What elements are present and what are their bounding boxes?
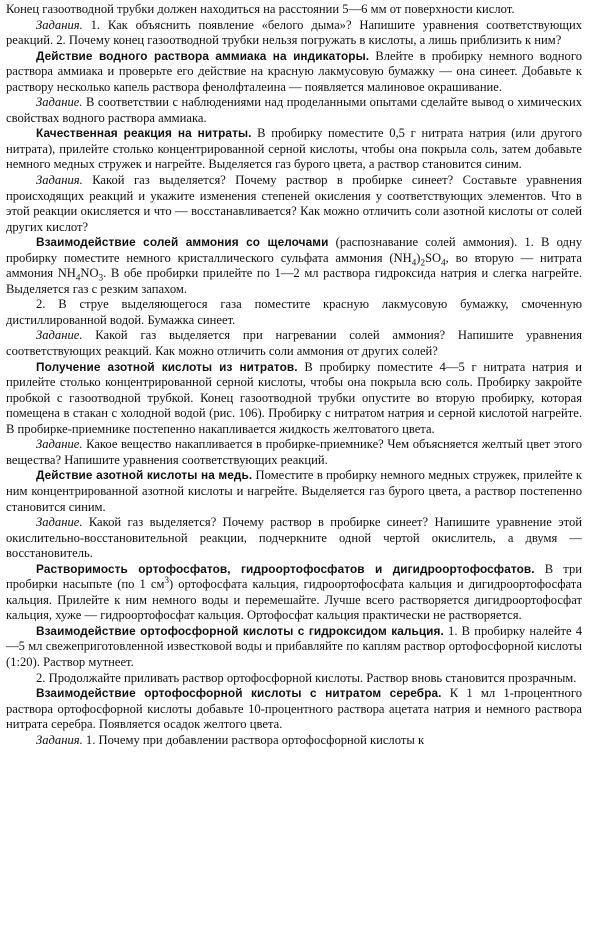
section-heading: Получение азотной кислоты из нитратов. — [36, 359, 298, 374]
paragraph-text: NO — [80, 266, 99, 281]
subscript: 4 — [411, 257, 417, 268]
paragraph-text: В пробирку поместите 0,5 г нитрата натрия (или другого нитрата), прилейте столько концентрированной серной кислоты, чтобы она покрыла соль, затем добавьте немного медных стружек и нагрейте. Выделяется газ бурого цвета, а раствор становится синим. — [6, 126, 582, 172]
paragraph-text: Поместите в пробирку немного медных стружек, прилейте к ним концентрированной азотной кислоты и нагрейте. Выделяется газ бурого цвета, а раствор постепенно становится синим. — [6, 468, 582, 514]
paragraph-nitrate-test — [6, 126, 582, 173]
paragraph-tasks-final — [6, 733, 582, 749]
paragraph-text: 1. Как объяснить появление «белого дыма»? Напишите уравнения соответствующих реакций. 2. Почему конец газоотводной трубки нельзя погружать в кислоты, а лишь приблизить к ним? — [6, 17, 582, 48]
paragraph-text: К 1 мл 1-процентного раствора ортофосфорной кислоты добавьте 10-процентного раствора ацетата натрия и немного раствора нитрата серебра. Появляется осадок желтого цвета. — [6, 686, 582, 732]
paragraph-text: (распознавание солей аммония). 1. В одну пробирку поместите немного кристаллического сульфата аммония (NH — [6, 235, 582, 265]
paragraph-phosphate-solubility — [6, 562, 582, 624]
subscript: 3 — [98, 272, 104, 283]
paragraph-nitric-acid-copper — [6, 468, 582, 515]
paragraph-text: В соответствии с наблюдениями над проделанными опытами сделайте вывод о химических свойствах водного раствора аммиака. — [6, 95, 582, 125]
task-label: Задание. — [36, 328, 83, 343]
paragraph-text: ) — [416, 250, 421, 265]
task-label: Задания. — [36, 732, 83, 747]
task-label: Задания. — [36, 173, 83, 188]
paragraph-litmus-step — [6, 297, 582, 328]
paragraph-text: В пробирку поместите 4—5 г нитрата натрия и прилейте столько концентрированной серной кислоты, чтобы она покрыла всю соль. Пробирку закройте пробкой с газоотводной трубкой. Конец газоотводной трубки опустите во вторую пробирку, которая помещена в стакан с холодной водой (рис. 106). Пробирку с нитратом натрия и серной кислотой нагрейте. В пробирке-приемнике постепенно накапливается жидкость желтоватого цвета. — [6, 359, 583, 436]
paragraph-text: Влейте в пробирку немного водного раствора аммиака и проверьте его действие на красную лакмусовую бумажку — она синеет. Добавьте к раствору несколько капель раствора фенолфталеина — появляется малиновое окрашивание. — [6, 48, 582, 94]
paragraph-text: Какой газ выделяется? Почему раствор в пробирке синеет? Напишите уравнение этой окислительно-восстановительной реакции, подчеркните одной чертой окислитель, а двумя — восстановитель. — [6, 515, 582, 561]
paragraph-text: 2. Продолжайте приливать раствор ортофосфорной кислоты. Раствор вновь становится прозрачным. — [36, 670, 577, 685]
section-heading: Действие азотной кислоты на медь. — [36, 468, 253, 483]
subscript: 4 — [75, 272, 81, 283]
paragraph-task-redox — [6, 515, 582, 562]
paragraph-phosphoric-acid-calcium-hydroxide — [6, 624, 582, 671]
paragraph-ammonium-alkali — [6, 235, 582, 297]
paragraph-text: 1. Почему при добавлении раствора ортофосфорной кислоты к — [82, 732, 425, 747]
subscript: 2 — [420, 257, 425, 268]
task-label: Задание. — [36, 95, 83, 110]
section-heading: Растворимость ортофосфатов, гидроортофосфатов и дигидроортофосфатов. — [36, 561, 535, 576]
section-heading: Взаимодействие солей аммония со щелочами — [36, 235, 329, 250]
task-label: Задания. — [36, 17, 83, 32]
paragraph-text: SO — [424, 250, 442, 265]
paragraph-text: Какой газ выделяется? Почему раствор в пробирке синеет? Составьте уравнения происходящих реакций и укажите изменения степеней окисления у соответствующих элементов. Что в этой реакции окисляется и что — восстанавливается? Как можно отличить соли азотной кислоты от солей других кислот? — [6, 173, 582, 234]
paragraph-task-receiver-liquid — [6, 437, 582, 468]
paragraph-tasks-nitrate-gas — [6, 173, 582, 235]
paragraph-tasks-white-smoke — [6, 18, 582, 49]
section-heading: Качественная реакция на нитраты. — [36, 126, 252, 141]
section-heading: Действие водного раствора аммиака на индикаторы. — [36, 48, 370, 63]
paragraph-text: 1. В пробирку налейте 4—5 мл свежеприготовленной известковой воды и прибавляйте по каплям раствор ортофосфорной кислоты (1:20). Раствор мутнеет. — [6, 623, 582, 669]
paragraph-ammonia-indicators — [6, 49, 582, 96]
paragraph-task-ammonium-gas — [6, 328, 582, 359]
section-heading: Взаимодействие ортофосфорной кислоты с гидроксидом кальция. — [36, 623, 444, 638]
paragraph-continue-adding — [6, 671, 582, 687]
paragraph-nitric-acid-from-nitrates — [6, 360, 582, 438]
paragraph-tube-distance — [6, 2, 582, 18]
paragraph-text: . В обе пробирки прилейте по 1—2 мл раствора гидроксида натрия и слегка нагрейте. Выделяется газ с резким запахом. — [6, 266, 582, 296]
task-label: Задание. — [36, 437, 83, 452]
paragraph-phosphoric-acid-silver-nitrate — [6, 686, 582, 733]
paragraph-text: ) ортофосфата кальция, гидроортофосфата кальция и дигидроортофосфата кальция. Прилейте к ним немного воды и перемешайте. Лучше всего растворяется дигидроортофосфат кальция, хуже — гидроортофосфат кальция. Ортофосфат кальция практически не растворяется. — [6, 577, 583, 623]
superscript: 3 — [164, 575, 169, 586]
section-heading: Взаимодействие ортофосфорной кислоты с нитратом серебра. — [36, 686, 442, 701]
subscript: 4 — [441, 257, 446, 268]
paragraph-text: Какой газ выделяется при нагревании солей аммония? Напишите уравнения соответствующих реакций. Как можно отличить соли аммония от других солей? — [6, 328, 582, 359]
paragraph-text: Какое вещество накапливается в пробирке-приемнике? Чем объясняется желтый цвет этого вещества? Напишите уравнения соответствующих реакций. — [6, 437, 582, 467]
paragraph-text: В три пробирки насыпьте (по 1 см — [6, 561, 582, 592]
task-label: Задание. — [36, 515, 83, 530]
paragraph-text: , во вторую — нитрата аммония NH — [6, 250, 582, 281]
paragraph-text: 2. В струе выделяющегося газа поместите красную лакмусовую бумажку, смоченную дистиллированной водой. Бумажка синеет. — [6, 297, 582, 327]
paragraph-text: Конец газоотводной трубки должен находиться на расстоянии 5—6 мм от поверхности кислот. — [6, 2, 515, 16]
paragraph-task-ammonia-conclusion — [6, 95, 582, 126]
